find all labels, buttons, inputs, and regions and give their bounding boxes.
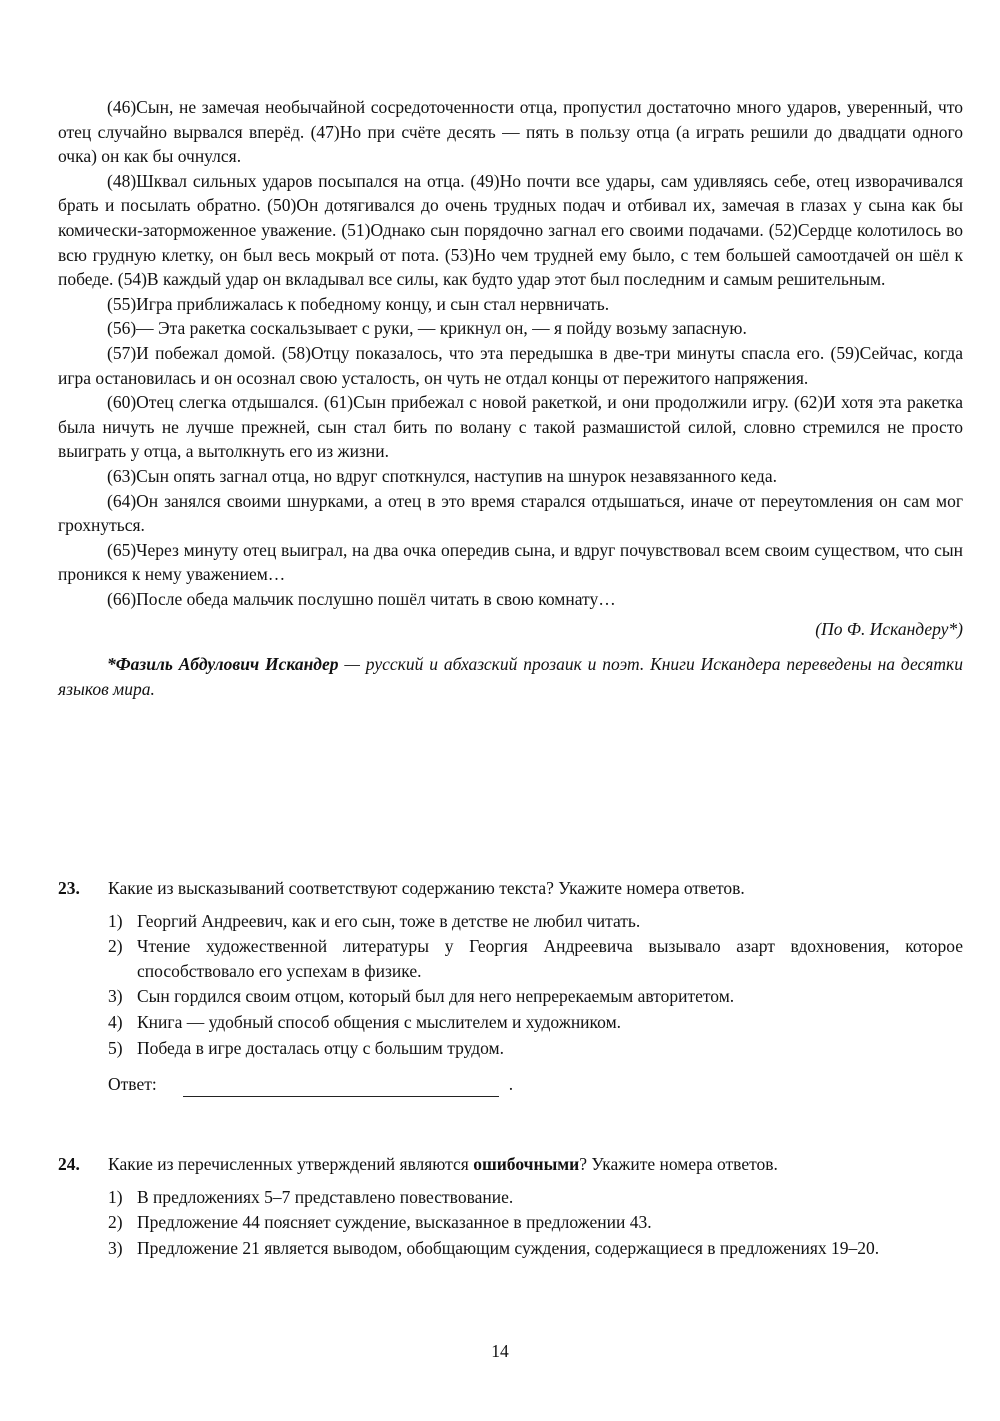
answer-dot: .: [508, 1074, 514, 1095]
author-name: *Фазиль Абдулович Искандер: [107, 654, 339, 675]
option-item: [108, 1010, 963, 1035]
page-number: 14: [491, 1341, 509, 1361]
answer-options: [108, 1185, 963, 1261]
option-number: 2): [108, 1212, 123, 1233]
option-text: Георгий Андреевич, как и его сын, тоже в детстве не любил читать.: [137, 910, 641, 931]
option-number: 4): [108, 1011, 123, 1032]
paragraph-56: (56)— Эта ракетка соскальзывает с руки, — крикнул он, — я пойду возьму запасную.: [107, 318, 747, 339]
answer-label: Ответ:: [108, 1074, 157, 1095]
option-number: 3): [108, 1237, 123, 1258]
option-item: [108, 934, 963, 983]
passage: [58, 95, 963, 701]
task-question: Какие из высказываний соответствуют содержанию текста? Укажите номера ответов.: [108, 878, 745, 898]
option-text: Победа в игре досталась отцу с большим трудом.: [137, 1037, 505, 1058]
option-text: В предложениях 5–7 представлено повествование.: [137, 1186, 514, 1207]
option-item: [108, 909, 963, 934]
task-24: [58, 1152, 963, 1261]
answer-row: [108, 1072, 963, 1097]
option-text: Сын гордился своим отцом, который был для него непререкаемым авторитетом.: [137, 986, 735, 1007]
paragraph-60: (60)Отец слегка отдышался. (61)Сын прибежал с новой ракеткой, и они продолжили игру. (62)И хотя эта ракетка была ничуть не лучше прежней, сын стал бить по волану с такой размашистой силой, словно стремился не просто выиграть у отца, а вытолкнуть его из жизни.: [58, 392, 963, 462]
paragraph-46: (46)Сын, не замечая необычайной сосредоточенности отца, пропустил достаточно много ударов, уверенный, что отец случайно вырвался вперёд. (47)Но при счёте десять — пять в пользу отца (а играть решили до двадцати одного очка) он как бы очнулся.: [58, 97, 963, 167]
question-part: Какие из перечисленных утверждений являются: [108, 1154, 474, 1174]
paragraph-63: (63)Сын опять загнал отца, но вдруг споткнулся, наступив на шнурок незавязанного кеда.: [107, 465, 777, 486]
option-number: 2): [108, 936, 123, 957]
question-part: ? Укажите номера ответов.: [579, 1154, 778, 1174]
option-text: Книга — удобный способ общения с мыслителем и художником.: [137, 1011, 622, 1032]
paragraph-64: (64)Он занялся своими шнурками, а отец в это время старался отдышаться, иначе от переутомления он сам мог грохнуться.: [58, 490, 963, 536]
paragraph-65: (65)Через минуту отец выиграл, на два очка опередив сына, и вдруг почувствовал всем своим существом, что сын проникся к нему уважением…: [58, 539, 963, 585]
task-number: 23.: [58, 878, 80, 898]
option-number: 1): [108, 1186, 123, 1207]
paragraph-66: (66)После обеда мальчик послушно пошёл читать в свою комнату…: [107, 588, 616, 609]
task-number: 24.: [58, 1154, 80, 1174]
paragraph-48: (48)Шквал сильных ударов посыпался на отца. (49)Но почти все удары, сам удивляясь себе, отец изворачивался брать и посылать обратно. (50)Он дотягивался до очень трудных подач и отбивал их, замечая в глазах у сына как бы комически-заторможенное уважение. (51)Однако сын порядочно загнал его своими подачами. (52)Сердце колотилось во всю грудную клетку, он был весь мокрый от пота. (53)Но чем трудней ему было, с тем большей самоотдачей он шёл к победе. (54)В каждый удар он вкладывал все силы, как будто удар этот был последним и самым решительным.: [58, 170, 963, 290]
option-item: [108, 984, 963, 1009]
paragraph-57: (57)И побежал домой. (58)Отцу показалось, что эта передышка в две-три минуты спасла его. (59)Сейчас, когда игра остановилась и он осознал свою усталость, он чуть не отдал концы от пережитого напряжения.: [58, 342, 963, 388]
source-attribution: (По Ф. Искандеру*): [815, 619, 963, 640]
author-description: — русский и абхазский прозаик и поэт. Книги Искандера переведены на десятки языков мира.: [58, 654, 963, 699]
option-item: [108, 1236, 963, 1261]
option-text: Предложение 21 является выводом, обобщающим суждения, содержащиеся в предложениях 19–20.: [137, 1237, 880, 1258]
question-emphasis: ошибочными: [473, 1154, 580, 1174]
answer-field[interactable]: [183, 1078, 499, 1097]
paragraph-55: (55)Игра приближалась к победному концу, и сын стал нервничать.: [107, 293, 610, 314]
option-number: 5): [108, 1037, 123, 1058]
task-question: [108, 1152, 963, 1177]
option-text: Чтение художественной литературы у Георгия Андреевича вызывало азарт вдохновения, которое способствовало его успехам в физике.: [137, 936, 963, 981]
option-item: [108, 1036, 963, 1061]
option-item: [108, 1210, 963, 1235]
task-23: [58, 876, 963, 1097]
option-item: [108, 1185, 963, 1210]
author-footnote: [58, 652, 963, 701]
option-text: Предложение 44 поясняет суждение, высказанное в предложении 43.: [137, 1212, 652, 1233]
option-number: 1): [108, 910, 123, 931]
option-number: 3): [108, 986, 123, 1007]
answer-options: [108, 909, 963, 1061]
